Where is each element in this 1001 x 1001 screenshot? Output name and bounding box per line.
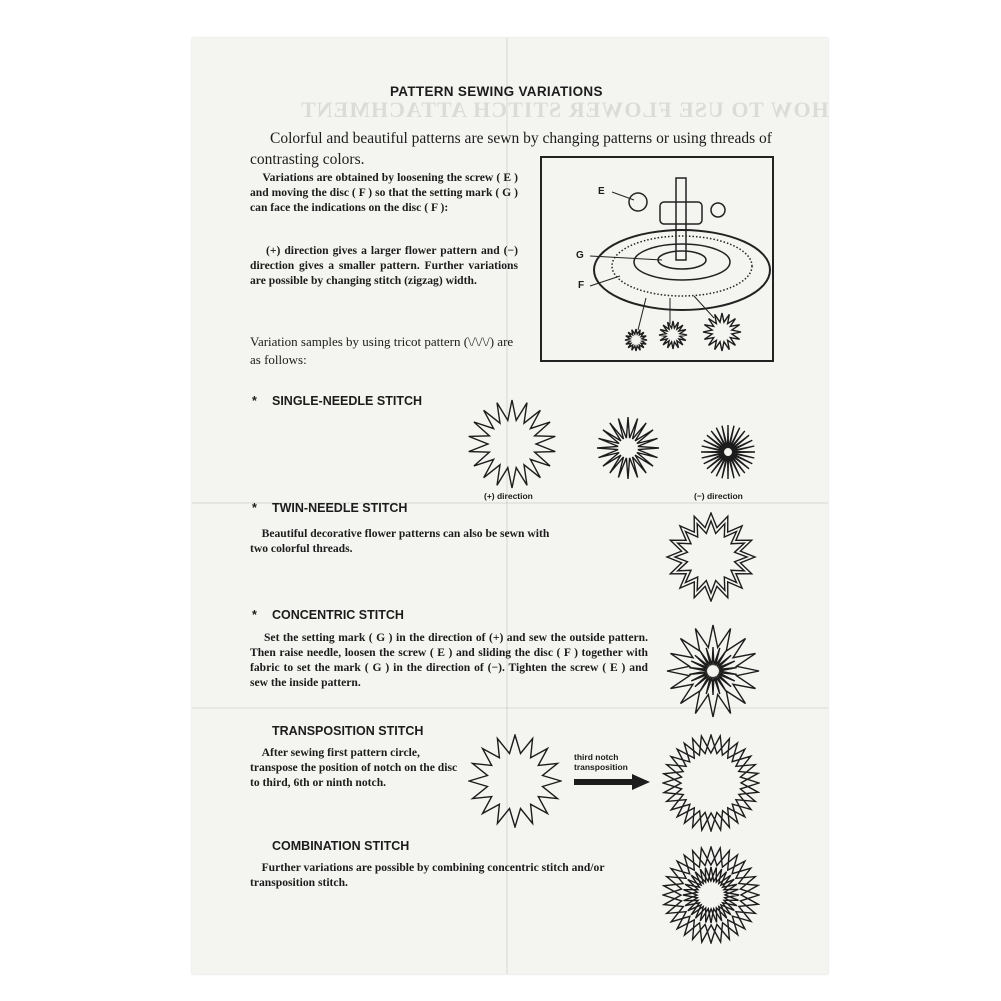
- combination-flower-pattern: [662, 846, 760, 944]
- label-e: E: [598, 186, 605, 197]
- small-flower-icon: [624, 328, 648, 352]
- combination-heading: COMBINATION STITCH: [272, 839, 410, 853]
- minus-direction-caption: (−) direction: [694, 491, 743, 501]
- transposition-text: After sewing first pattern circle, transpose the position of notch on the disc to third, 6th or ninth notch.: [250, 746, 458, 789]
- page-title: PATTERN SEWING VARIATIONS: [390, 84, 603, 99]
- combination-text: Further variations are possible by combining concentric stitch and/or transposition stitch.: [250, 861, 605, 889]
- small-flower-pattern: [700, 424, 756, 480]
- twin-flower-pattern: [664, 512, 758, 602]
- intro-paragraph: Colorful and beautiful patterns are sewn by changing patterns or using threads of contrasting colors.: [250, 130, 772, 168]
- transposed-flower-pattern: [662, 734, 760, 832]
- samples-paragraph: Variation samples by using tricot pattern (\/\/\/) are as follows:: [250, 334, 514, 367]
- third-notch-label: third notch transposition: [574, 752, 628, 772]
- concentric-flower-pattern: [666, 624, 760, 718]
- transposition-heading: TRANSPOSITION STITCH: [272, 724, 424, 738]
- label-f: F: [578, 280, 585, 291]
- twin-needle-text: Beautiful decorative flower patterns can also be sewn with two colorful threads.: [250, 527, 550, 555]
- concentric-text: Set the setting mark ( G ) in the direction of (+) and sew the outside pattern. Then raise needle, loosen the screw ( E ) and sliding the disc ( F ) together with fabric to set the mark ( G ) in the direction of (−). Tighten the screw ( E ) and sew the inside pattern.: [250, 631, 648, 689]
- flower-attachment-diagram: [540, 156, 774, 362]
- label-g: G: [576, 250, 584, 261]
- large-flower-pattern: [466, 398, 558, 490]
- direction-paragraph: (+) direction gives a larger flower pattern and (−) direction gives a smaller pattern. Further variations are possible by changing stitch (zigzag) width.: [250, 244, 518, 287]
- medium-flower-icon: [658, 320, 688, 350]
- medium-flower-pattern: [596, 416, 660, 480]
- bleed-through-text: HOW TO USE FLOWER STITCH ATTACHMENT: [300, 97, 829, 122]
- twin-needle-heading: * TWIN-NEEDLE STITCH: [252, 501, 408, 515]
- concentric-heading: * CONCENTRIC STITCH: [252, 608, 404, 622]
- variations-paragraph: Variations are obtained by loosening the screw ( E ) and moving the disc ( F ) so that the setting mark ( G ) can face the indications on the disc ( F ):: [250, 171, 519, 214]
- plus-direction-caption: (+) direction: [484, 491, 533, 501]
- arrow-right-icon: [574, 774, 652, 790]
- large-flower-icon: [702, 312, 742, 352]
- single-needle-heading: * SINGLE-NEEDLE STITCH: [252, 394, 423, 408]
- single-circle-flower: [468, 734, 562, 828]
